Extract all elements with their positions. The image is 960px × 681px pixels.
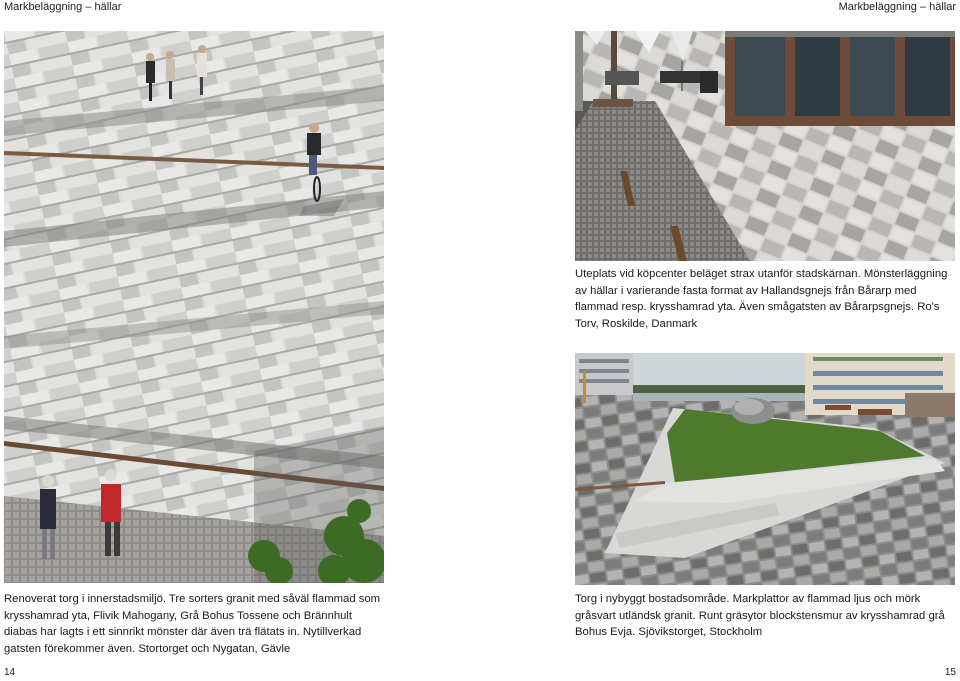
header-left-title: Markbeläggning – hällar: [4, 1, 122, 13]
page-number-right: 15: [944, 667, 956, 678]
caption-terrace: Uteplats vid köpcenter beläget strax utanför stadskärnan. Mönsterläggning av hällar i varierande fasta format av Hallandsgnejs från Bårarp med flammad resp. krysshamrad yta. Även smågatsten av Bårarpsgnejs. Ro's Torv, Roskilde, Danmark: [575, 268, 948, 330]
page-number-left: 14: [4, 667, 16, 678]
photo-renovated-square: [4, 31, 384, 583]
header-right-title: Markbeläggning – hällar: [838, 1, 956, 13]
photo-sjovikstorget: [575, 353, 955, 585]
caption-renovated-square: Renoverat torg i innerstadsmiljö. Tre sorters granit med såväl flammad som krysshamrad yta, Flivik Mahogany, Grå Bohus Tossene och Brännhult diabas har lagts i ett sinnrikt mönster där även trä flätats in. Nytillverkad gatsten förekommer även. Stortorget och Nygatan, Gävle: [4, 593, 381, 655]
photo-terrace-roskilde: [575, 31, 955, 261]
caption-sjovikstorget: Torg i nybyggt bostadsområde. Markplattor av flammad ljus och mörk gråsvart utländsk granit. Runt gräsytor blockstensmur av krysshamrad grå Bohus Evja. Sjövikstorget, Stockholm: [575, 593, 945, 638]
